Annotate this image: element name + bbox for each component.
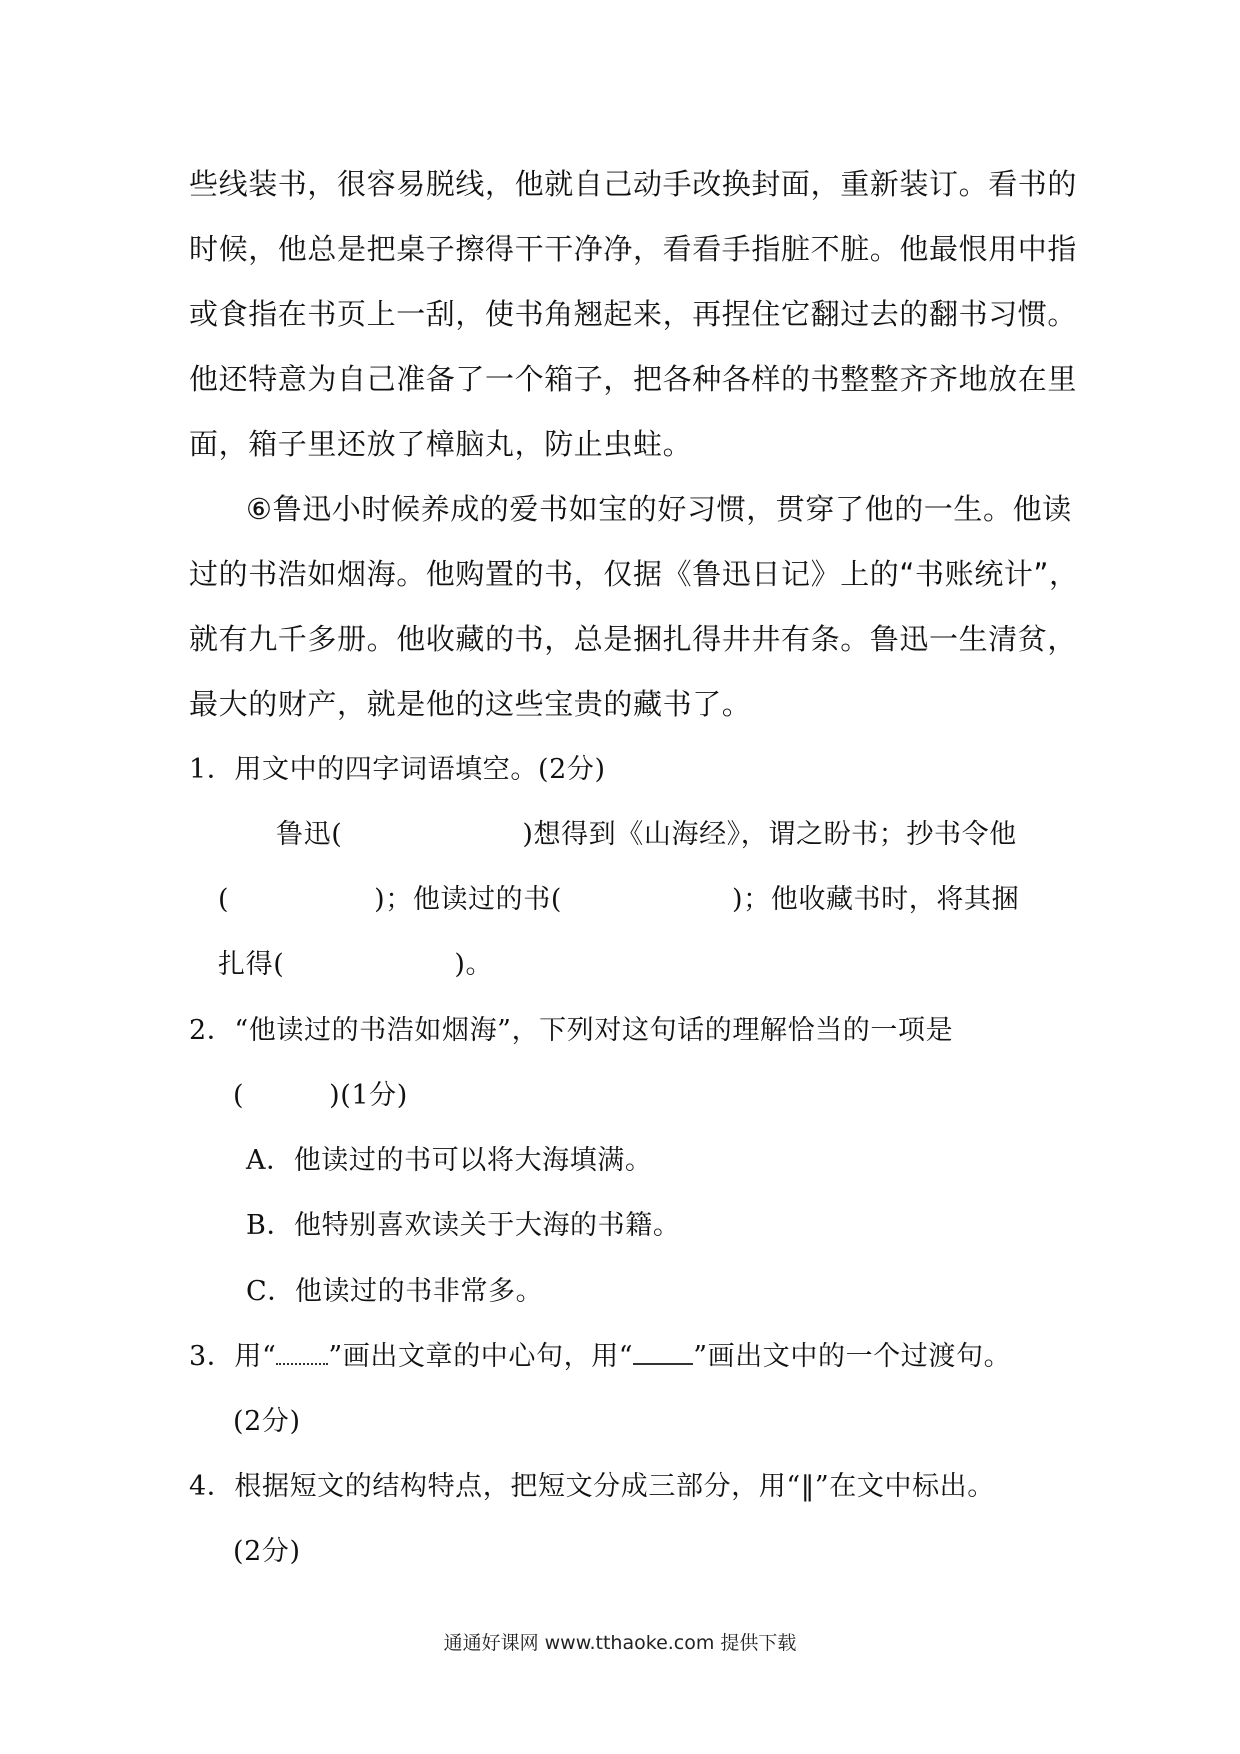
question-2-answer-line <box>233 1076 408 1116</box>
question-1-line-1 <box>276 815 1017 855</box>
question-3-score: (2分) <box>233 1406 301 1437</box>
q2-paren: ( <box>233 1080 245 1111</box>
q1-text: 扎得( <box>218 949 285 980</box>
passage-line: 面，箱子里还放了樟脑丸，防止虫蛀。 <box>189 427 693 461</box>
q1-text: )；他读过的书( <box>374 884 563 915</box>
question-3-line <box>189 1337 1011 1377</box>
passage-line: 就有九千多册。他收藏的书，总是捆扎得井井有条。鲁迅一生清贫， <box>189 622 1078 656</box>
q3-text: 3．用“ <box>189 1341 277 1372</box>
question-2-option-b: B．他特别喜欢读关于大海的书籍。 <box>246 1210 681 1241</box>
question-2-option-a: A．他读过的书可以将大海填满。 <box>246 1145 653 1176</box>
passage-line: 过的书浩如烟海。他购置的书，仅据《鲁迅日记》上的“书账统计”， <box>189 557 1079 591</box>
passage-line: 或食指在书页上一刮，使书角翘起来，再捏住它翻过去的翻书习惯。 <box>189 297 1078 331</box>
q1-text: )想得到《山海经》，谓之盼书；抄书令他 <box>522 819 1017 850</box>
q1-text: )。 <box>454 949 494 980</box>
question-1-title: 1．用文中的四字词语填空。(2分) <box>189 754 606 785</box>
passage-line: 时候，他总是把桌子擦得干干净净，看看手指脏不脏。他最恨用中指 <box>189 232 1078 266</box>
question-1-line-3 <box>218 945 493 985</box>
question-2-title: 2．“他读过的书浩如烟海”，下列对这句话的理解恰当的一项是 <box>189 1015 954 1046</box>
straight-line-mark <box>633 1341 693 1365</box>
passage-line: ⑥鲁迅小时候养成的爱书如宝的好习惯，贯穿了他的一生。他读 <box>246 492 1072 526</box>
question-1-line-2 <box>218 880 1019 920</box>
passage-line: 些线装书，很容易脱线，他就自己动手改换封面，重新装订。看书的 <box>189 167 1078 201</box>
passage-line: 他还特意为自己准备了一个箱子，把各种各样的书整整齐齐地放在里 <box>189 362 1078 396</box>
footer-text: 通通好课网 www.tthaoke.com 提供下载 <box>443 1632 797 1654</box>
passage-line: 最大的财产，就是他的这些宝贵的藏书了。 <box>189 687 752 721</box>
q1-text: ( <box>218 884 230 915</box>
q3-text: ”画出文中的一个过渡句。 <box>693 1341 1012 1372</box>
q1-text: )；他收藏书时，将其捆 <box>732 884 1020 915</box>
wavy-line-mark <box>276 1341 328 1365</box>
question-4-score: (2分) <box>233 1536 301 1567</box>
question-2-option-c: C．他读过的书非常多。 <box>246 1276 544 1307</box>
q3-text: ”画出文章的中心句，用“ <box>328 1341 634 1372</box>
q2-score: )(1分) <box>329 1080 408 1111</box>
question-4-text: 4．根据短文的结构特点，把短文分成三部分，用“‖”在文中标出。 <box>189 1471 995 1502</box>
q1-text: 鲁迅( <box>276 819 343 850</box>
